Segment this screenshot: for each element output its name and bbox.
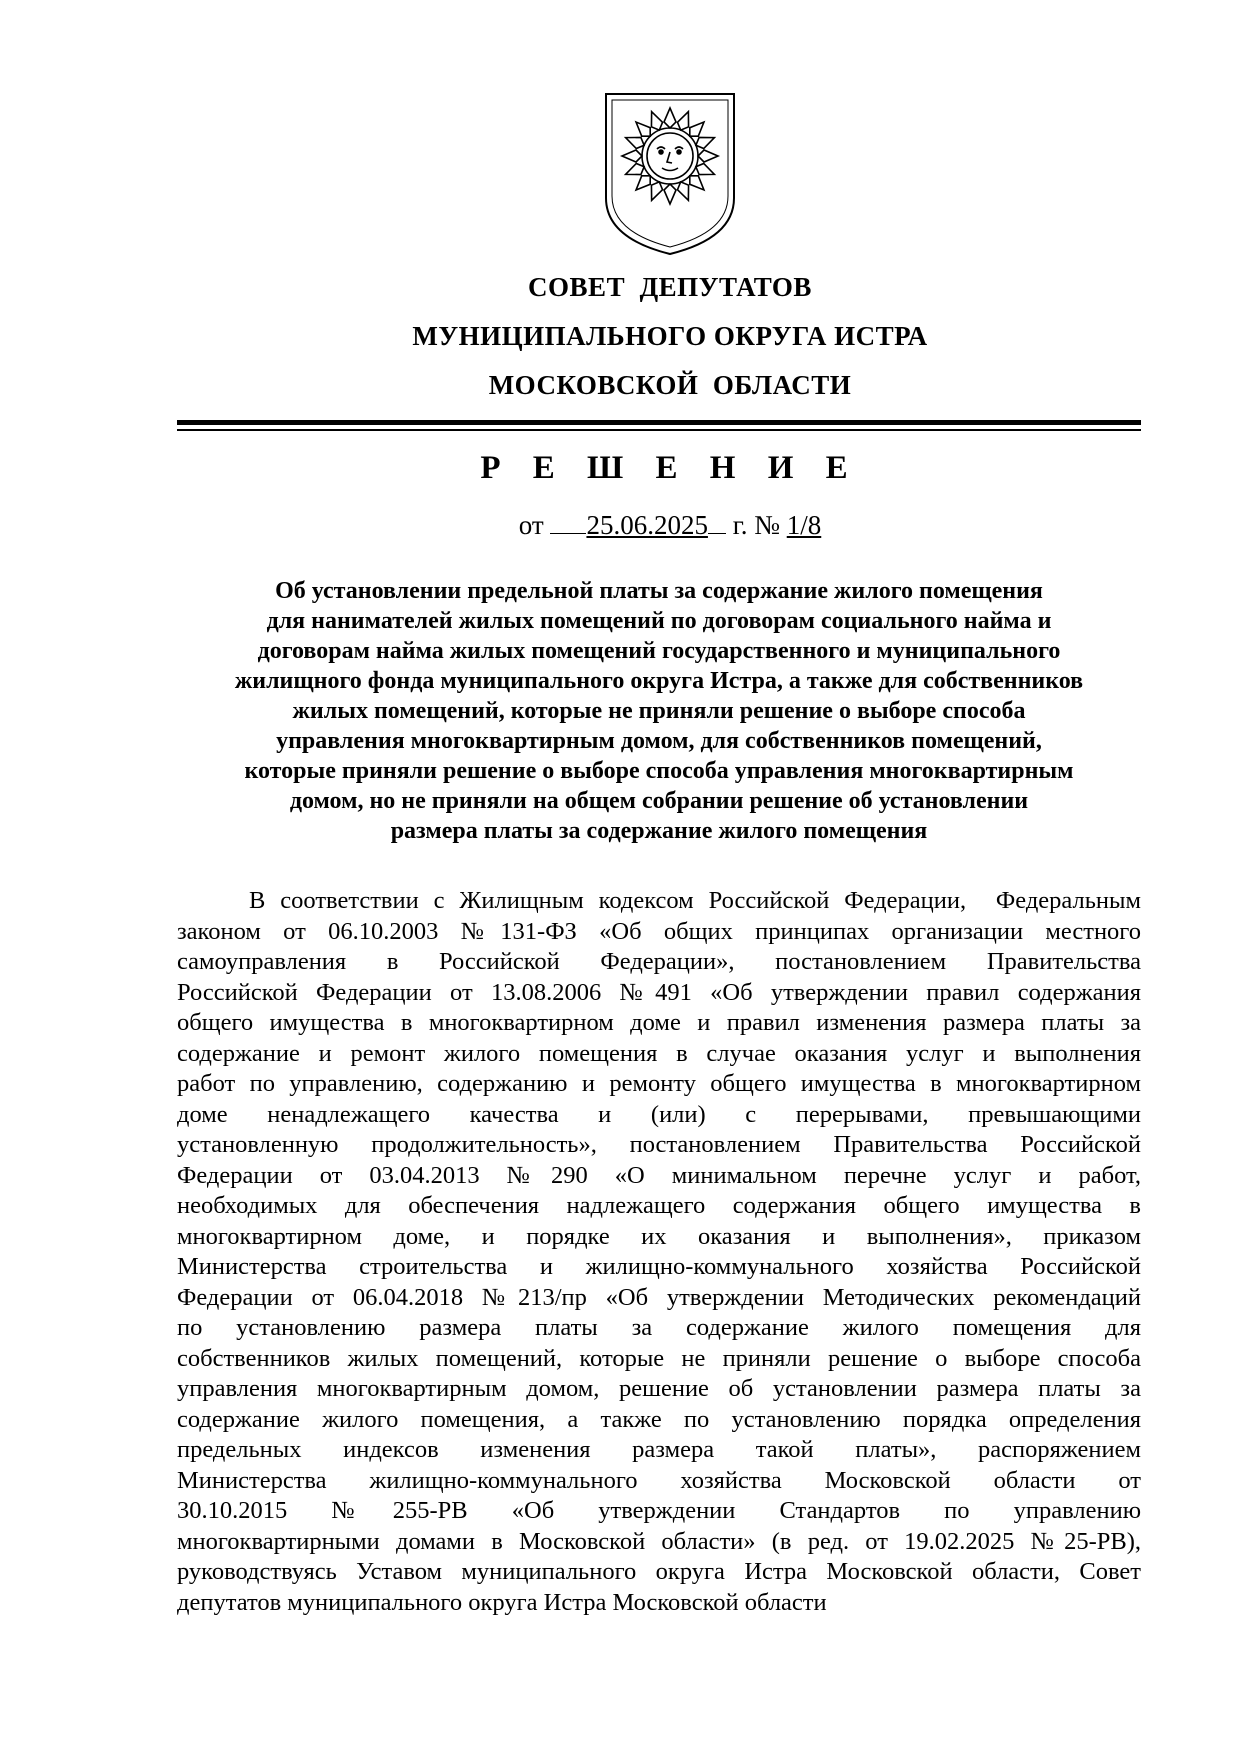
paragraph-line: содержание и ремонт жилого помещения в случае оказания услуг и выполнения xyxy=(177,1039,1141,1067)
subject-line: жилищного фонда муниципального округа Истра, а также для собственников xyxy=(234,668,1084,694)
decision-subject xyxy=(177,576,1141,846)
paragraph-line: Федерации от 06.04.2018 №213/пр «Об утверждении Методических рекомендаций xyxy=(177,1283,1141,1311)
paragraph-line: работ по управлению, содержанию и ремонту общего имущества в многоквартирном xyxy=(177,1070,1141,1097)
subject-line: жилых помещений, которые не приняли решение о выборе способа xyxy=(292,698,1026,724)
paragraph-line: 30.10.2015 №255-РВ «Об утверждении Стандартов по управлению xyxy=(177,1497,1141,1524)
preamble-paragraph xyxy=(177,886,1141,1618)
org-name-line-2: МУНИЦИПАЛЬНОГО ОКРУГА ИСТРА xyxy=(412,321,928,351)
paragraph-line: содержание жилого помещения, а также по установлению порядка определения xyxy=(177,1405,1141,1433)
paragraph-line: управления многоквартирным домом, решение об установлении размера платы за xyxy=(177,1375,1141,1402)
paragraph-line: общего имущества в многоквартирном доме и правил изменения размера платы за xyxy=(177,1009,1141,1036)
document-type-title: Р Е Ш Е Н И Е xyxy=(480,450,860,486)
subject-line: договорам найма жилых помещений государственного и муниципального xyxy=(257,638,1061,664)
paragraph-line: доме ненадлежащего качества и (или) с перерывами, превышающими xyxy=(177,1100,1141,1128)
paragraph-line: руководствуясь Уставом муниципального округа Истра Московской области, Совет xyxy=(177,1558,1141,1585)
date-underline-trail xyxy=(708,511,726,534)
paragraph-line: Российской Федерации от 13.08.2006 №491 «Об утверждении правил содержания xyxy=(177,978,1141,1006)
subject-line: которые приняли решение о выборе способа управления многоквартирным xyxy=(244,758,1074,784)
paragraph-line: многоквартирными домами в Московской области» (в ред. от 19.02.2025 №25-РВ), xyxy=(177,1527,1141,1555)
paragraph-line: по установлению размера платы за содержание жилого помещения для xyxy=(177,1314,1141,1341)
paragraph-line: самоуправления в Российской Федерации», постановлением Правительства xyxy=(177,948,1141,975)
year-number-label: г. № xyxy=(732,510,780,540)
decision-date: 25.06.2025 xyxy=(586,510,708,540)
paragraph-line: необходимых для обеспечения надлежащего содержания общего имущества в xyxy=(177,1192,1141,1219)
org-name-line-1: СОВЕТ ДЕПУТАТОВ xyxy=(528,272,812,302)
paragraph-line: В соответствии с Жилищным кодексом Российской Федерации, Федеральным xyxy=(249,887,1141,914)
subject-line: управления многоквартирным домом, для собственников помещений, xyxy=(276,728,1042,754)
decision-date-number xyxy=(0,510,1240,541)
paragraph-line: собственников жилых помещений, которые не приняли решение о выборе способа xyxy=(177,1344,1141,1372)
subject-line: для нанимателей жилых помещений по договорам социального найма и xyxy=(266,608,1052,634)
paragraph-line: Министерства жилищно-коммунального хозяйства Московской области от xyxy=(177,1466,1141,1494)
paragraph-line: Министерства строительства и жилищно-коммунального хозяйства Российской xyxy=(177,1253,1141,1280)
header-divider-thick xyxy=(177,420,1141,425)
paragraph-line: установленную продолжительность», постановлением Правительства Российской xyxy=(177,1131,1141,1158)
org-name-line-3: МОСКОВСКОЙ ОБЛАСТИ xyxy=(488,370,852,400)
from-label: от xyxy=(518,510,544,540)
subject-line: домом, но не приняли на общем собрании решение об установлении xyxy=(289,788,1029,814)
date-underline-lead xyxy=(550,511,586,534)
subject-line: размера платы за содержание жилого помещения xyxy=(390,818,928,844)
sun-face-coat-of-arms-icon xyxy=(600,88,740,258)
paragraph-line: многоквартирном доме, и порядке их оказания и выполнения», приказом xyxy=(177,1222,1141,1250)
decision-number: 1/8 xyxy=(786,510,822,540)
paragraph-line: Федерации от 03.04.2013 №290 «О минимальном перечне услуг и работ, xyxy=(177,1161,1141,1189)
paragraph-line: депутатов муниципального округа Истра Московской области xyxy=(177,1588,827,1616)
paragraph-line: законом от 06.10.2003 №131-ФЗ «Об общих принципах организации местного xyxy=(177,917,1141,945)
paragraph-line: предельных индексов изменения размера такой платы», распоряжением xyxy=(177,1436,1141,1463)
header-divider-thin xyxy=(177,429,1141,431)
subject-line: Об установлении предельной платы за содержание жилого помещения xyxy=(275,578,1043,604)
